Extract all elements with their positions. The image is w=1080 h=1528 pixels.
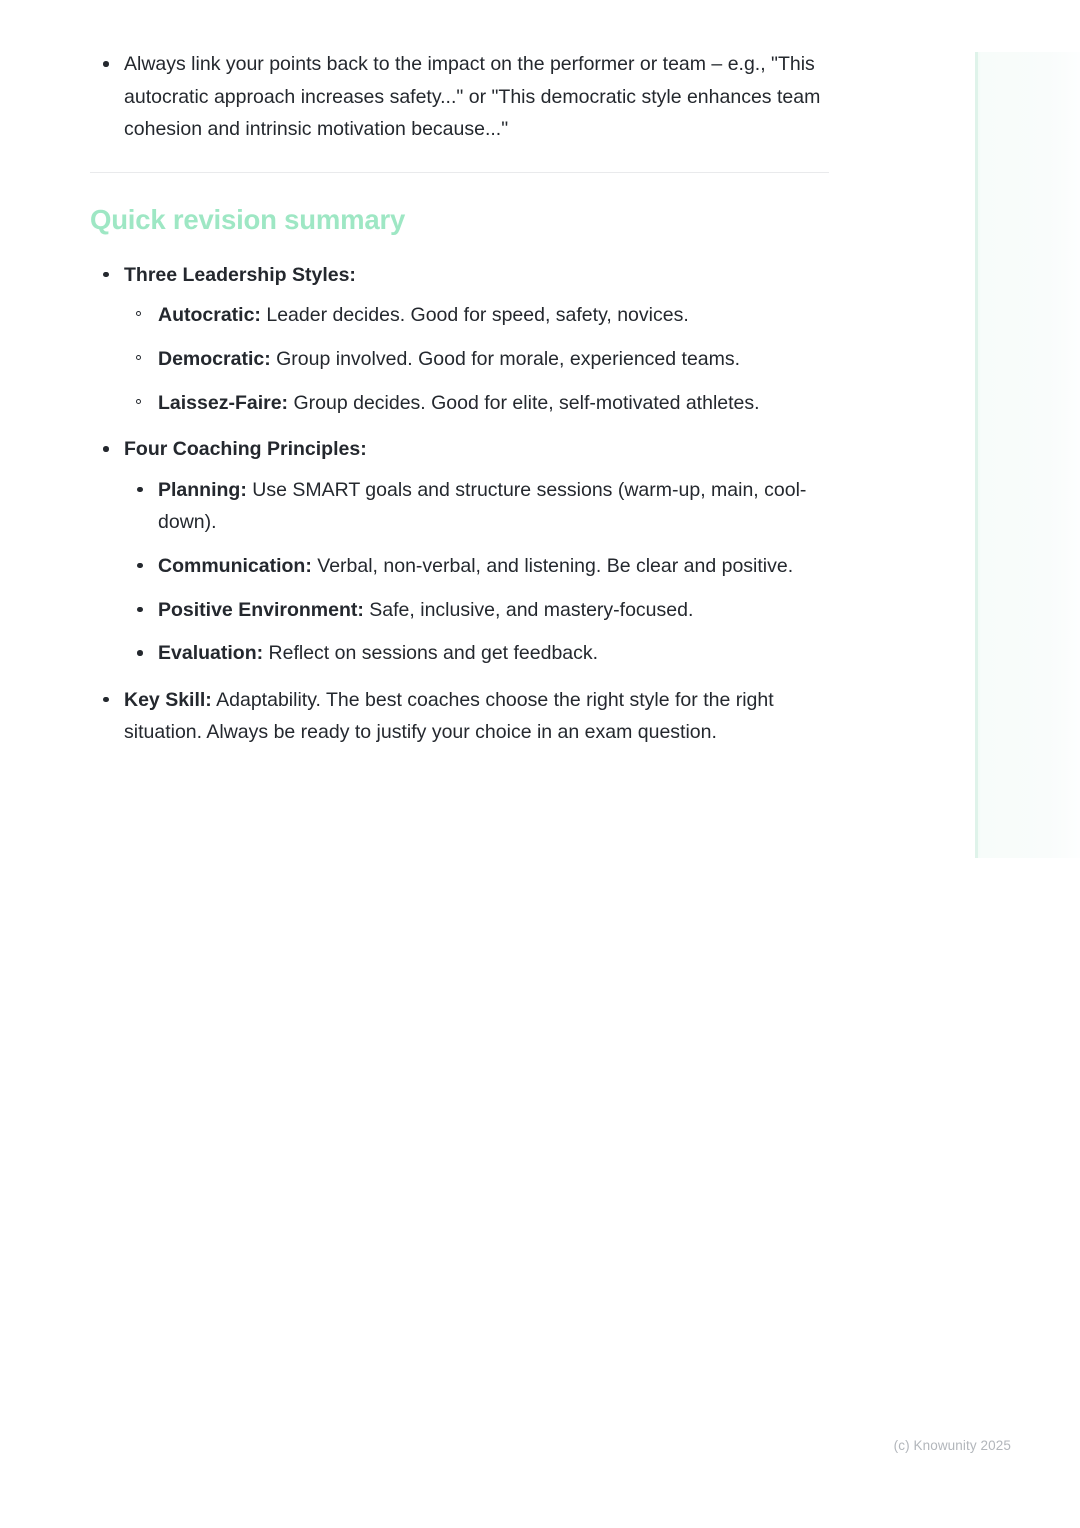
list-item-lead: Three Leadership Styles: xyxy=(124,263,356,286)
list-item-body: Adaptability. The best coaches choose the right style for the right situation. Always be ready to justify your choice in an exam question. xyxy=(124,688,774,744)
sub-item-body: Verbal, non-verbal, and listening. Be clear and positive. xyxy=(311,554,794,577)
list-item-lead: Four Coaching Principles: xyxy=(124,438,367,461)
sub-item-lead: Positive Environment: xyxy=(158,598,364,621)
side-decoration-edge xyxy=(975,52,978,858)
bullet-disc-icon xyxy=(103,61,109,67)
sub-item-body: Group involved. Good for morale, experienced teams. xyxy=(270,347,741,370)
intro-bullet-list xyxy=(90,48,830,146)
intro-bullet-text: Always link your points back to the impact on the performer or team – e.g., "This autocratic approach increases safety..." or "This democratic style enhances team cohesion and intrinsic motivation because..." xyxy=(124,53,821,141)
sub-item-lead: Autocratic: xyxy=(158,304,261,327)
bullet-disc-icon xyxy=(137,563,143,569)
sub-list-item xyxy=(124,550,830,583)
bullet-circle-icon xyxy=(136,311,141,316)
list-item xyxy=(90,433,830,670)
sub-item-body: Safe, inclusive, and mastery-focused. xyxy=(363,598,694,621)
bullet-circle-icon xyxy=(136,399,141,404)
sub-item-body: Reflect on sessions and get feedback. xyxy=(263,642,599,665)
page-title: Quick revision summary xyxy=(90,203,406,235)
side-decoration-panel xyxy=(975,52,1080,858)
sub-list-item xyxy=(124,299,830,332)
copyright-footer: (c) Knowunity 2025 xyxy=(893,1438,1011,1453)
bullet-disc-icon xyxy=(137,487,143,493)
sub-list-item xyxy=(124,594,830,627)
sub-item-body: Leader decides. Good for speed, safety, novices. xyxy=(260,304,689,327)
sub-list-leadership-styles xyxy=(124,299,830,419)
bullet-disc-icon xyxy=(103,272,109,278)
bullet-disc-icon xyxy=(137,607,143,613)
sub-item-lead: Planning: xyxy=(158,478,247,501)
sub-item-lead: Evaluation: xyxy=(158,642,264,665)
list-item-lead: Key Skill: xyxy=(124,688,212,711)
list-item xyxy=(90,48,830,146)
sub-item-lead: Democratic: xyxy=(158,347,271,370)
sub-list-item xyxy=(124,387,830,420)
sub-list-item xyxy=(124,343,830,376)
sub-item-lead: Laissez-Faire: xyxy=(158,391,289,414)
sub-list-item xyxy=(124,474,830,539)
list-item xyxy=(90,684,830,749)
sub-item-lead: Communication: xyxy=(158,554,312,577)
section-divider xyxy=(90,172,829,173)
sub-list-coaching-principles xyxy=(124,474,830,670)
document-content xyxy=(90,48,830,749)
list-item xyxy=(90,259,830,419)
bullet-disc-icon xyxy=(103,697,109,703)
sub-item-body: Use SMART goals and structure sessions (warm-up, main, cool-down). xyxy=(158,478,807,534)
sub-item-body: Group decides. Good for elite, self-motivated athletes. xyxy=(288,391,760,414)
summary-list xyxy=(90,259,830,749)
bullet-disc-icon xyxy=(137,650,143,656)
sub-list-item xyxy=(124,637,830,670)
bullet-circle-icon xyxy=(136,355,141,360)
bullet-disc-icon xyxy=(103,446,109,452)
